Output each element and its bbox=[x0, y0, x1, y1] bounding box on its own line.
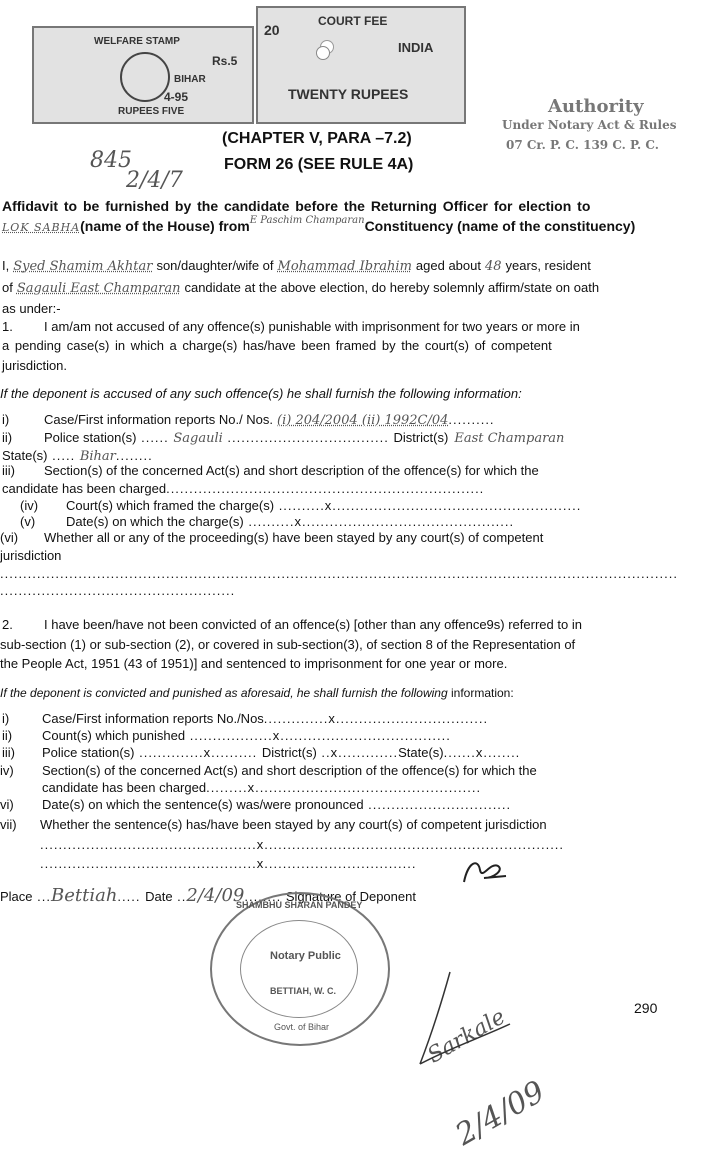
p2-charged-dots: .........x................................................. bbox=[206, 780, 482, 795]
p1-iv-row bbox=[66, 498, 581, 513]
p2-vi-row bbox=[42, 797, 511, 812]
welfare-stamp-state: BIHAR bbox=[174, 74, 206, 85]
seal-bottom: Govt. of Bihar bbox=[274, 1022, 330, 1032]
p1-district-label: District(s) bbox=[393, 430, 449, 445]
p2-state-label: State(s) bbox=[398, 745, 444, 760]
authority-stamp-line2: Under Notary Act & Rules bbox=[502, 118, 677, 132]
welfare-stamp-date: 4-95 bbox=[164, 90, 189, 104]
para2-number: 2. bbox=[2, 617, 13, 632]
p1-state-dots: ..... bbox=[47, 448, 80, 463]
place-dots2: ..... bbox=[117, 889, 146, 904]
notary-seal bbox=[210, 892, 390, 1046]
para2-line1: I have been/have not been convicted of an offence(s) [other than any offence9s) referred to in bbox=[44, 617, 582, 632]
p2-iv-text: Section(s) of the concerned Act(s) and short description of the offence(s) for which the bbox=[42, 763, 537, 778]
age-filled: 48 bbox=[485, 259, 502, 274]
p1-iv-num: (iv) bbox=[20, 498, 39, 513]
p2-count-label: Count(s) which punished bbox=[42, 728, 186, 743]
p1-police-filled: Sagauli bbox=[173, 431, 223, 446]
welfare-stamp-title: WELFARE STAMP bbox=[94, 36, 180, 47]
constituency-label: Constituency (name of the constituency) bbox=[364, 218, 636, 234]
age-label: aged about bbox=[415, 258, 481, 273]
p2-i-num: i) bbox=[2, 711, 10, 726]
court-fee-denomination: 20 bbox=[264, 22, 280, 38]
p1-charged-label: candidate has been charged bbox=[2, 481, 167, 496]
date-label: Date bbox=[145, 889, 173, 904]
intro-line3: as under:- bbox=[2, 301, 61, 316]
seal-title: Notary Public bbox=[270, 950, 341, 962]
court-fee-country: INDIA bbox=[398, 40, 434, 55]
p1-state-label: State(s) bbox=[2, 448, 48, 463]
house-filled: LOK SABHA bbox=[2, 221, 81, 234]
deponent-name: Syed Shamim Akhtar bbox=[13, 259, 153, 274]
p1-ii-num: ii) bbox=[2, 430, 13, 445]
p2-i-row bbox=[42, 711, 488, 726]
welfare-stamp-value: Rs.5 bbox=[212, 54, 238, 68]
p1-case-label: Case/First information reports No./ Nos. bbox=[44, 412, 274, 427]
notary-signature-stroke-icon bbox=[400, 968, 520, 1108]
welfare-stamp bbox=[32, 26, 254, 124]
chapter-heading: (CHAPTER V, PARA –7.2) bbox=[222, 130, 412, 147]
p1-vi-text: Whether all or any of the proceeding(s) have been stayed by any court(s) of competent bbox=[44, 530, 544, 545]
residence-filled: Sagauli East Champaran bbox=[16, 281, 181, 296]
p1-i-num: i) bbox=[2, 412, 10, 427]
p1-date-label: Date(s) on which the charge(s) bbox=[66, 514, 244, 529]
p2-iii-num: iii) bbox=[2, 745, 15, 760]
seal-name: SHAMBHU SHARAN PANDEY bbox=[236, 900, 363, 910]
p1-date-dots: ..........x.............................................. bbox=[243, 514, 515, 529]
p1-iii-text2 bbox=[2, 481, 484, 496]
p1-district-filled: East Champaran bbox=[454, 431, 565, 446]
p1-v-row bbox=[66, 514, 514, 529]
p2-sentence-dots: ............................... bbox=[363, 797, 512, 812]
notary-signature-text: Sarkale bbox=[423, 1004, 510, 1069]
p1-state-filled: Bihar bbox=[79, 449, 116, 464]
p1-charged-dots: ..................................................................... bbox=[166, 481, 485, 496]
p2-vii-text: Whether the sentence(s) has/have been stayed by any court(s) of competent jurisdiction bbox=[40, 817, 547, 832]
p2-ii-num: ii) bbox=[2, 728, 13, 743]
authority-stamp-line3: 07 Cr. P. C. 139 C. P. C. bbox=[506, 138, 659, 152]
para2-line2: sub-section (1) or sub-section (2), or covered in sub-section(3), of section 8 of the Representation of bbox=[0, 637, 576, 652]
house-label: (name of the House) from bbox=[80, 218, 250, 234]
emblem-icon bbox=[120, 52, 170, 102]
p2-count-dots: ..................x..................................... bbox=[185, 728, 451, 743]
place-label: Place bbox=[0, 889, 33, 904]
p1-iii-text: Section(s) of the concerned Act(s) and short description of the offence(s) for which the bbox=[44, 463, 539, 478]
p2-iv-num: iv) bbox=[0, 763, 14, 778]
p2-sentence-date-label: Date(s) on which the sentence(s) was/were pronounced bbox=[42, 797, 364, 812]
notary-signature-date: 2/4/09 bbox=[449, 1074, 551, 1153]
p2-blank-line2: ...............................................x................................. bbox=[40, 856, 417, 871]
intro-of: of bbox=[2, 280, 13, 295]
p2-vii-num: vii) bbox=[0, 817, 17, 832]
p1-blank-line1: ................................................................................................................................................... bbox=[0, 566, 678, 581]
intro-line1 bbox=[2, 258, 591, 274]
affidavit-title-line1: Affidavit to be furnished by the candidate before the Returning Officer for election to bbox=[2, 198, 591, 214]
p1-v-num: (v) bbox=[20, 514, 36, 529]
para2-line3: the People Act, 1951 (43 of 1951)] and sentenced to imprisonment for one year or more. bbox=[0, 656, 508, 671]
p2-police-label: Police station(s) bbox=[42, 745, 135, 760]
p1-vi-text2: jurisdiction bbox=[0, 548, 62, 563]
oath-text: candidate at the above election, do hereby solemnly affirm/state on oath bbox=[184, 280, 600, 295]
intro-line2 bbox=[2, 280, 599, 296]
p2-district-dots: ..x............. bbox=[316, 745, 399, 760]
p2-iv-text2 bbox=[42, 780, 481, 795]
p2-police-dots: ..............x.......... bbox=[134, 745, 262, 760]
seal-place: BETTIAH, W. C. bbox=[270, 986, 336, 996]
para1-line1: I am/am not accused of any offence(s) punishable with imprisonment for two years or more in bbox=[44, 319, 580, 334]
p1-iii-num: iii) bbox=[2, 463, 15, 478]
p2-case-label: Case/First information reports No./Nos bbox=[42, 711, 264, 726]
intro-i: I, bbox=[2, 258, 10, 273]
affidavit-title-line2 bbox=[2, 215, 636, 234]
p2-ii-row bbox=[42, 728, 451, 743]
court-fee-title: COURT FEE bbox=[318, 14, 388, 28]
p1-i-row bbox=[44, 412, 495, 428]
p2-vi-num: vi) bbox=[0, 797, 14, 812]
p1-state-dots2: ........ bbox=[115, 448, 153, 463]
place-filled: Bettiah bbox=[50, 885, 118, 906]
para1-note: If the deponent is accused of any such offence(s) he shall furnish the following information: bbox=[0, 386, 522, 401]
para2-note bbox=[0, 686, 514, 700]
p2-case-dots: ..............x................................. bbox=[263, 711, 489, 726]
court-fee-stamp bbox=[256, 6, 466, 124]
signature-label: Signature of Deponent bbox=[285, 889, 416, 904]
p1-court-label: Court(s) which framed the charge(s) bbox=[66, 498, 275, 513]
authority-stamp-line1: Authority bbox=[548, 96, 644, 117]
notary-seal-inner-ring bbox=[240, 920, 358, 1018]
para2-note-italic: If the deponent is convicted and punished as aforesaid, he shall furnish the following bbox=[0, 686, 448, 700]
para1-line2: a pending case(s) in which a charge(s) has/have been framed by the court(s) of competent bbox=[2, 338, 552, 353]
relation-label: son/daughter/wife of bbox=[156, 258, 274, 273]
p2-state-dots: .......x........ bbox=[443, 745, 521, 760]
date-dots: .. bbox=[172, 889, 187, 904]
date-filled: 2/4/09 bbox=[186, 885, 245, 906]
para2-note-normal: information: bbox=[450, 686, 514, 700]
form-heading: FORM 26 (SEE RULE 4A) bbox=[224, 156, 414, 173]
constituency-filled: E Paschim Champaran bbox=[249, 215, 365, 226]
staple-hole-icon bbox=[316, 46, 330, 60]
welfare-stamp-bottom: RUPEES FIVE bbox=[118, 106, 185, 117]
p2-district-label: District(s) bbox=[261, 745, 317, 760]
handwritten-number: 845 bbox=[90, 148, 132, 173]
p1-case-filled: (i) 204/2004 (ii) 1992C/04 bbox=[277, 413, 449, 428]
p1-police-dots: ...... bbox=[136, 430, 174, 445]
p2-iii-row bbox=[42, 745, 520, 760]
p1-police-label: Police station(s) bbox=[44, 430, 137, 445]
p1-state-row bbox=[2, 448, 153, 464]
date-dots2: ........ bbox=[244, 889, 286, 904]
p1-case-dots: .......... bbox=[448, 412, 495, 427]
para1-line3: jurisdiction. bbox=[2, 358, 68, 373]
para1-number: 1. bbox=[2, 319, 13, 334]
father-name: Mohammad Ibrahim bbox=[277, 259, 412, 274]
deponent-signature-icon bbox=[454, 852, 514, 894]
handwritten-date: 2/4/7 bbox=[126, 168, 183, 193]
p1-police-dots2: ................................... bbox=[222, 430, 394, 445]
p1-ii-row bbox=[44, 430, 564, 446]
resident-label: years, resident bbox=[505, 258, 591, 273]
place-dots: ... bbox=[32, 889, 51, 904]
p1-blank-line2: ................................................... bbox=[0, 583, 236, 598]
page-number: 290 bbox=[634, 1000, 658, 1016]
court-fee-bottom: TWENTY RUPEES bbox=[288, 86, 409, 102]
p1-vi-num: (vi) bbox=[0, 530, 19, 545]
p2-charged-label: candidate has been charged bbox=[42, 780, 207, 795]
p1-court-dots: ..........x...................................................... bbox=[274, 498, 582, 513]
p2-blank-line1: ...............................................x................................................................. bbox=[40, 837, 565, 852]
